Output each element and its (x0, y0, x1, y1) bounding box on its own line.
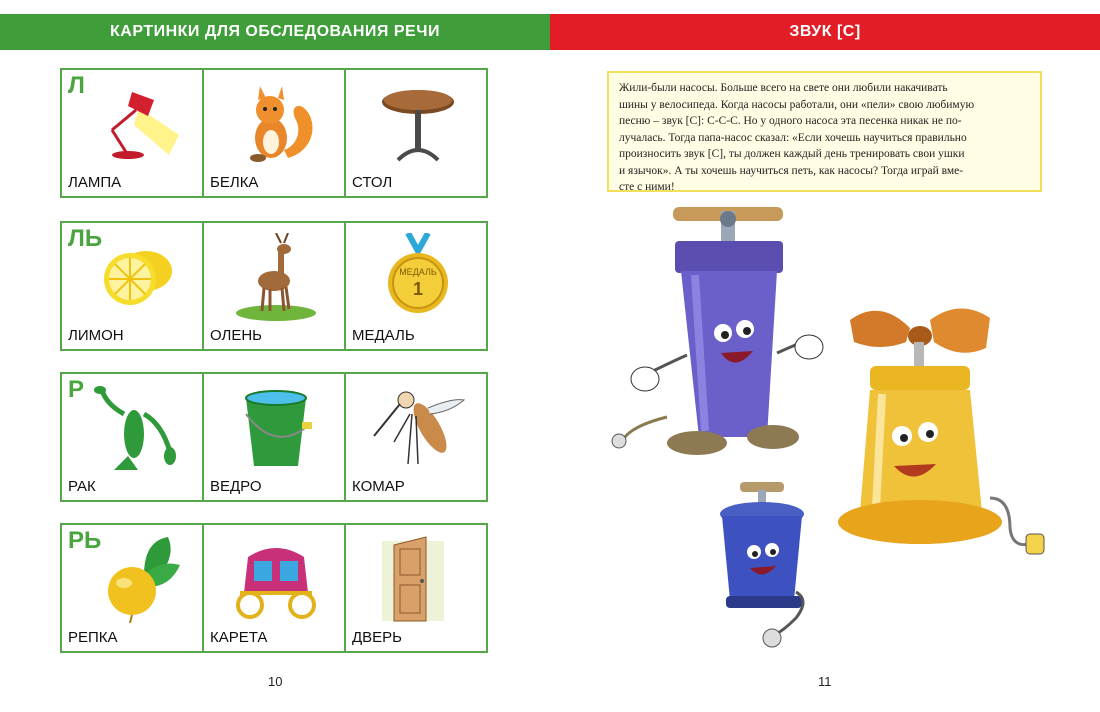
story-line: и язычок». А ты хочешь научиться петь, как насосы? Тогда играй вме- (619, 164, 964, 177)
story-line: песню – звук [С]: С-С-С. Но у одного насоса эта песенка никак не по- (619, 115, 962, 127)
story-line: Жили-были насосы. Больше всего на свете они любили накачивать (619, 82, 948, 94)
picture-row-r (60, 372, 492, 502)
small-blue-pump-illustration (700, 478, 850, 658)
medal-number: 1 (412, 279, 424, 299)
card-label: ОЛЕНЬ (210, 327, 263, 344)
card-turnip (60, 523, 204, 653)
left-page-header (0, 14, 550, 50)
row-letter: ЛЬ (68, 225, 103, 252)
page-number-right: 11 (818, 674, 832, 689)
crayfish-icon (84, 384, 184, 474)
card-crayfish (60, 372, 204, 502)
card-door (344, 523, 488, 653)
story-line: сте с ними! (619, 181, 675, 193)
carriage-icon (226, 535, 326, 625)
card-mosquito (344, 372, 488, 502)
right-page-header (550, 14, 1100, 50)
card-label: ВЕДРО (210, 478, 262, 495)
medal-icon (368, 233, 468, 323)
lamp-icon (84, 80, 184, 170)
card-label: БЕЛКА (210, 174, 259, 191)
row-letter: РЬ (68, 527, 102, 554)
story-line: лучалась. Тогда папа-насос сказал: «Если хочешь научиться правильно (619, 131, 967, 144)
card-table (344, 68, 488, 198)
picture-row-l-soft (60, 221, 492, 351)
picture-row-r-soft (60, 523, 492, 653)
card-lemon (60, 221, 204, 351)
row-letter: Л (68, 72, 85, 99)
card-deer (202, 221, 346, 351)
purple-pump-illustration (605, 205, 835, 465)
card-label: РЕПКА (68, 629, 118, 646)
card-lamp (60, 68, 204, 198)
right-header-title: ЗВУК [С] (789, 23, 861, 40)
medal-text: МЕДАЛЬ (399, 267, 437, 277)
turnip-icon (84, 535, 184, 625)
story-line: шины у велосипеда. Когда насосы работали, они «пели» свою любимую (619, 98, 975, 111)
card-label: КАРЕТА (210, 629, 268, 646)
card-carriage (202, 523, 346, 653)
yellow-pump-illustration (830, 298, 1060, 568)
squirrel-icon (226, 80, 326, 170)
page-number-left: 10 (268, 674, 283, 689)
card-label: МЕДАЛЬ (352, 327, 415, 344)
picture-row-l (60, 68, 492, 198)
door-icon (368, 535, 468, 625)
card-label: РАК (68, 478, 96, 495)
deer-icon (226, 233, 326, 323)
card-medal (344, 221, 488, 351)
story-box (607, 71, 1042, 192)
story-line: произносить звук [С], ты должен каждый день тренировать свои ушки (619, 148, 965, 160)
card-label: ЛАМПА (68, 174, 122, 191)
card-label: ДВЕРЬ (352, 629, 403, 646)
mosquito-icon (368, 384, 468, 474)
card-squirrel (202, 68, 346, 198)
card-bucket (202, 372, 346, 502)
row-letter: Р (68, 376, 85, 403)
table-icon (368, 80, 468, 170)
card-label: СТОЛ (352, 174, 393, 191)
card-label: ЛИМОН (68, 327, 124, 344)
left-header-title: КАРТИНКИ ДЛЯ ОБСЛЕДОВАНИЯ РЕЧИ (110, 23, 440, 40)
card-label: КОМАР (352, 478, 405, 495)
bucket-icon (226, 384, 326, 474)
lemon-icon (84, 233, 184, 323)
